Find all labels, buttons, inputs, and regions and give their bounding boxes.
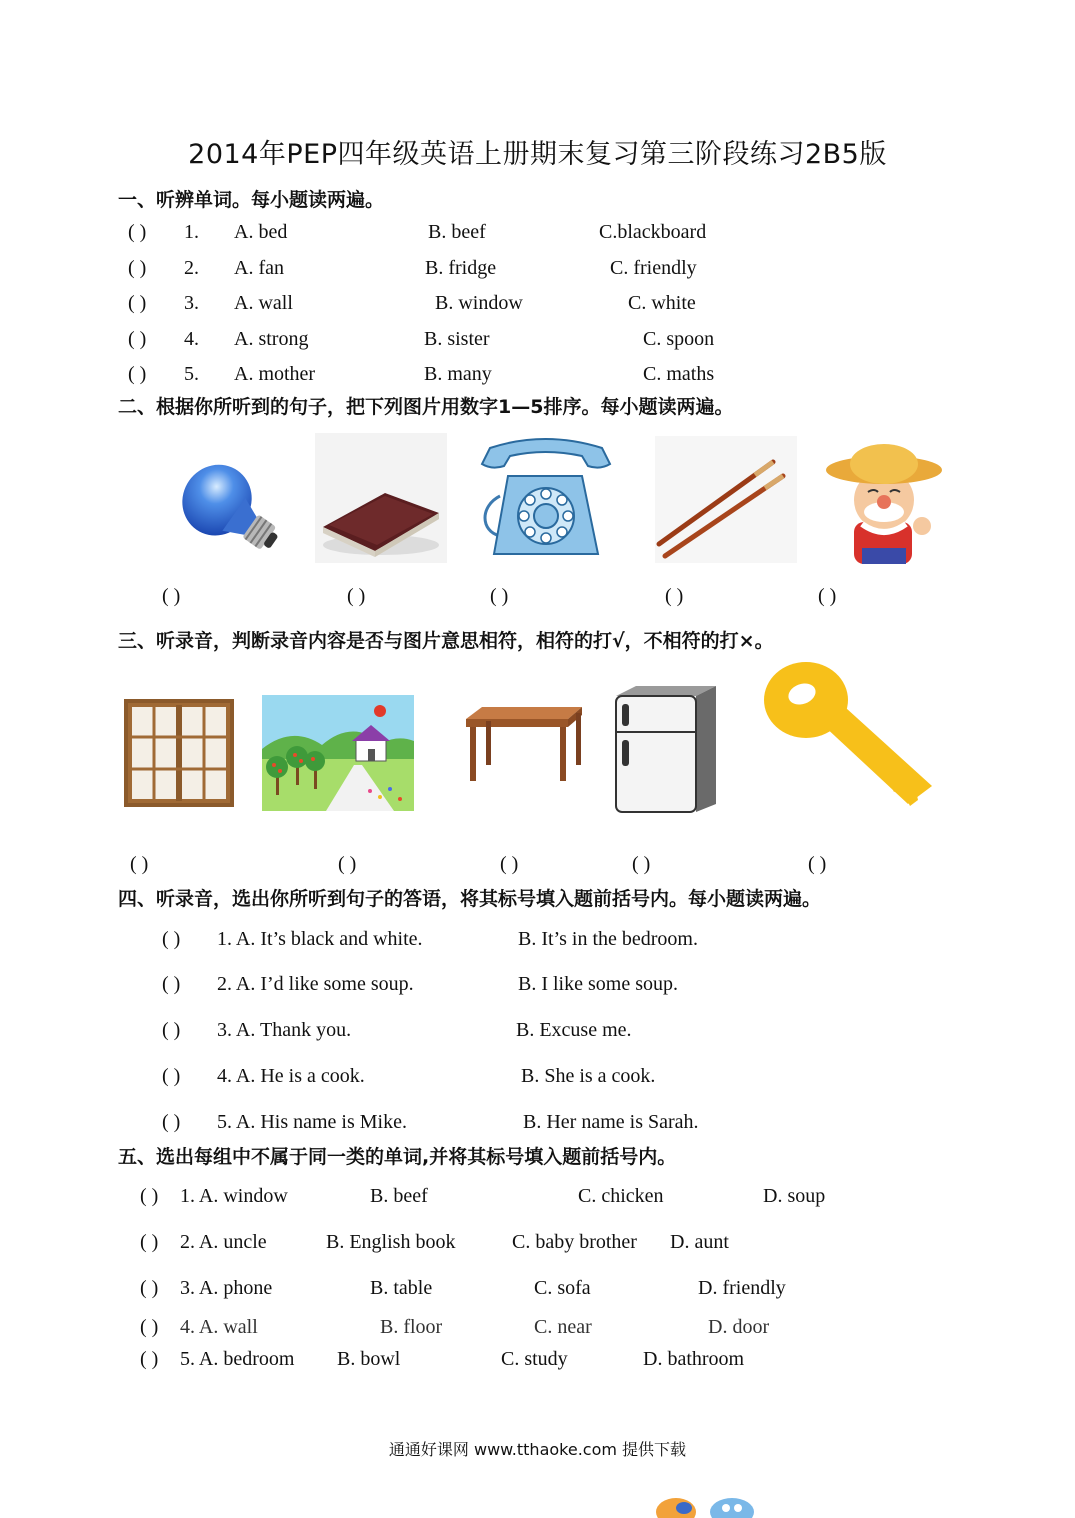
option-a: 1. A. window xyxy=(180,1185,288,1207)
option-d: D. door xyxy=(708,1316,770,1338)
section2-heading: 二、根据你所听到的句子，把下列图片用数字1—5排序。每小题读两遍。 xyxy=(118,396,734,418)
option-a: A. mother xyxy=(234,363,316,385)
option-b: B. sister xyxy=(424,328,490,350)
option-c: C. maths xyxy=(643,363,715,385)
option-a: 2. A. uncle xyxy=(180,1231,267,1253)
option-b: B. Excuse me. xyxy=(516,1019,632,1041)
option-c: C. near xyxy=(534,1316,592,1338)
book-icon xyxy=(315,433,447,563)
option-a: 5. A. bedroom xyxy=(180,1348,295,1370)
option-b: B. English book xyxy=(326,1231,456,1253)
option-a: 4. A. He is a cook. xyxy=(217,1065,365,1087)
answer-paren[interactable]: ( ) xyxy=(140,1231,159,1253)
option-c: C. chicken xyxy=(578,1185,664,1207)
answer-paren[interactable]: ( ) xyxy=(128,292,147,314)
option-a: 2. A. I’d like some soup. xyxy=(217,973,414,995)
option-b: B. beef xyxy=(428,221,486,243)
option-c: C. friendly xyxy=(610,257,697,279)
order-paren[interactable]: ( ) xyxy=(490,585,509,607)
option-b: B. window xyxy=(435,292,523,314)
book-image xyxy=(315,433,447,563)
farm-scene-icon xyxy=(262,695,414,811)
order-paren[interactable]: ( ) xyxy=(818,585,837,607)
order-paren[interactable]: ( ) xyxy=(665,585,684,607)
judge-paren[interactable]: ( ) xyxy=(338,853,357,875)
option-b: B. She is a cook. xyxy=(521,1065,656,1087)
item-number: 4. xyxy=(184,328,199,350)
option-a: 3. A. Thank you. xyxy=(217,1019,352,1041)
option-c: C. study xyxy=(501,1348,568,1370)
option-a: 1. A. It’s black and white. xyxy=(217,928,423,950)
farmer-icon xyxy=(822,440,946,564)
judge-paren[interactable]: ( ) xyxy=(632,853,651,875)
window-icon xyxy=(122,697,236,809)
chopsticks-image xyxy=(655,436,797,563)
cartoon-decoration-icon xyxy=(650,1494,762,1518)
option-c: C. spoon xyxy=(643,328,715,350)
answer-paren[interactable]: ( ) xyxy=(128,257,147,279)
option-d: D. friendly xyxy=(698,1277,786,1299)
chopsticks-icon xyxy=(655,436,797,563)
answer-paren[interactable]: ( ) xyxy=(140,1185,159,1207)
option-a: 3. A. phone xyxy=(180,1277,273,1299)
section1-heading: 一、听辨单词。每小题读两遍。 xyxy=(118,189,385,211)
option-a: 4. A. wall xyxy=(180,1316,258,1338)
answer-paren[interactable]: ( ) xyxy=(162,928,181,950)
option-b: B. fridge xyxy=(425,257,497,279)
section5-heading: 五、选出每组中不属于同一类的单词,并将其标号填入题前括号内。 xyxy=(118,1146,677,1168)
option-b: B. I like some soup. xyxy=(518,973,678,995)
answer-paren[interactable]: ( ) xyxy=(162,1111,181,1133)
fridge-icon xyxy=(612,684,720,814)
telephone-icon xyxy=(470,436,620,564)
judge-paren[interactable]: ( ) xyxy=(130,853,149,875)
answer-paren[interactable]: ( ) xyxy=(128,221,147,243)
option-c: C. sofa xyxy=(534,1277,591,1299)
judge-paren[interactable]: ( ) xyxy=(500,853,519,875)
answer-paren[interactable]: ( ) xyxy=(162,1065,181,1087)
order-paren[interactable]: ( ) xyxy=(162,585,181,607)
option-a: 5. A. His name is Mike. xyxy=(217,1111,407,1133)
option-d: D. bathroom xyxy=(643,1348,745,1370)
answer-paren[interactable]: ( ) xyxy=(162,1019,181,1041)
option-a: A. strong xyxy=(234,328,309,350)
option-b: B. table xyxy=(370,1277,433,1299)
item-number: 1. xyxy=(184,221,199,243)
option-b: B. Her name is Sarah. xyxy=(523,1111,699,1133)
item-number: 2. xyxy=(184,257,199,279)
table-icon xyxy=(458,703,586,783)
option-a: A. bed xyxy=(234,221,288,243)
option-b: B. It’s in the bedroom. xyxy=(518,928,698,950)
option-d: D. aunt xyxy=(670,1231,729,1253)
option-b: B. beef xyxy=(370,1185,428,1207)
option-c: C.blackboard xyxy=(599,221,707,243)
answer-paren[interactable]: ( ) xyxy=(140,1277,159,1299)
section3-heading: 三、听录音，判断录音内容是否与图片意思相符，相符的打√，不相符的打×。 xyxy=(118,630,774,652)
footer-text: 通通好课网 www.tthaoke.com 提供下载 xyxy=(388,1440,687,1459)
page-title: 2014年PEP四年级英语上册期末复习第三阶段练习2B5版 xyxy=(188,139,887,170)
answer-paren[interactable]: ( ) xyxy=(162,973,181,995)
option-d: D. soup xyxy=(763,1185,826,1207)
answer-paren[interactable]: ( ) xyxy=(140,1348,159,1370)
item-number: 5. xyxy=(184,363,199,385)
section4-heading: 四、听录音，选出你所听到句子的答语，将其标号填入题前括号内。每小题读两遍。 xyxy=(118,888,822,910)
item-number: 3. xyxy=(184,292,199,314)
option-b: B. many xyxy=(424,363,492,385)
key-icon xyxy=(760,658,938,816)
option-a: A. fan xyxy=(234,257,284,279)
order-paren[interactable]: ( ) xyxy=(347,585,366,607)
answer-paren[interactable]: ( ) xyxy=(140,1316,159,1338)
light-bulb-icon xyxy=(172,462,294,562)
option-c: C. white xyxy=(628,292,696,314)
option-c: C. baby brother xyxy=(512,1231,637,1253)
option-b: B. bowl xyxy=(337,1348,401,1370)
answer-paren[interactable]: ( ) xyxy=(128,328,147,350)
option-a: A. wall xyxy=(234,292,293,314)
answer-paren[interactable]: ( ) xyxy=(128,363,147,385)
judge-paren[interactable]: ( ) xyxy=(808,853,827,875)
option-b: B. floor xyxy=(380,1316,443,1338)
